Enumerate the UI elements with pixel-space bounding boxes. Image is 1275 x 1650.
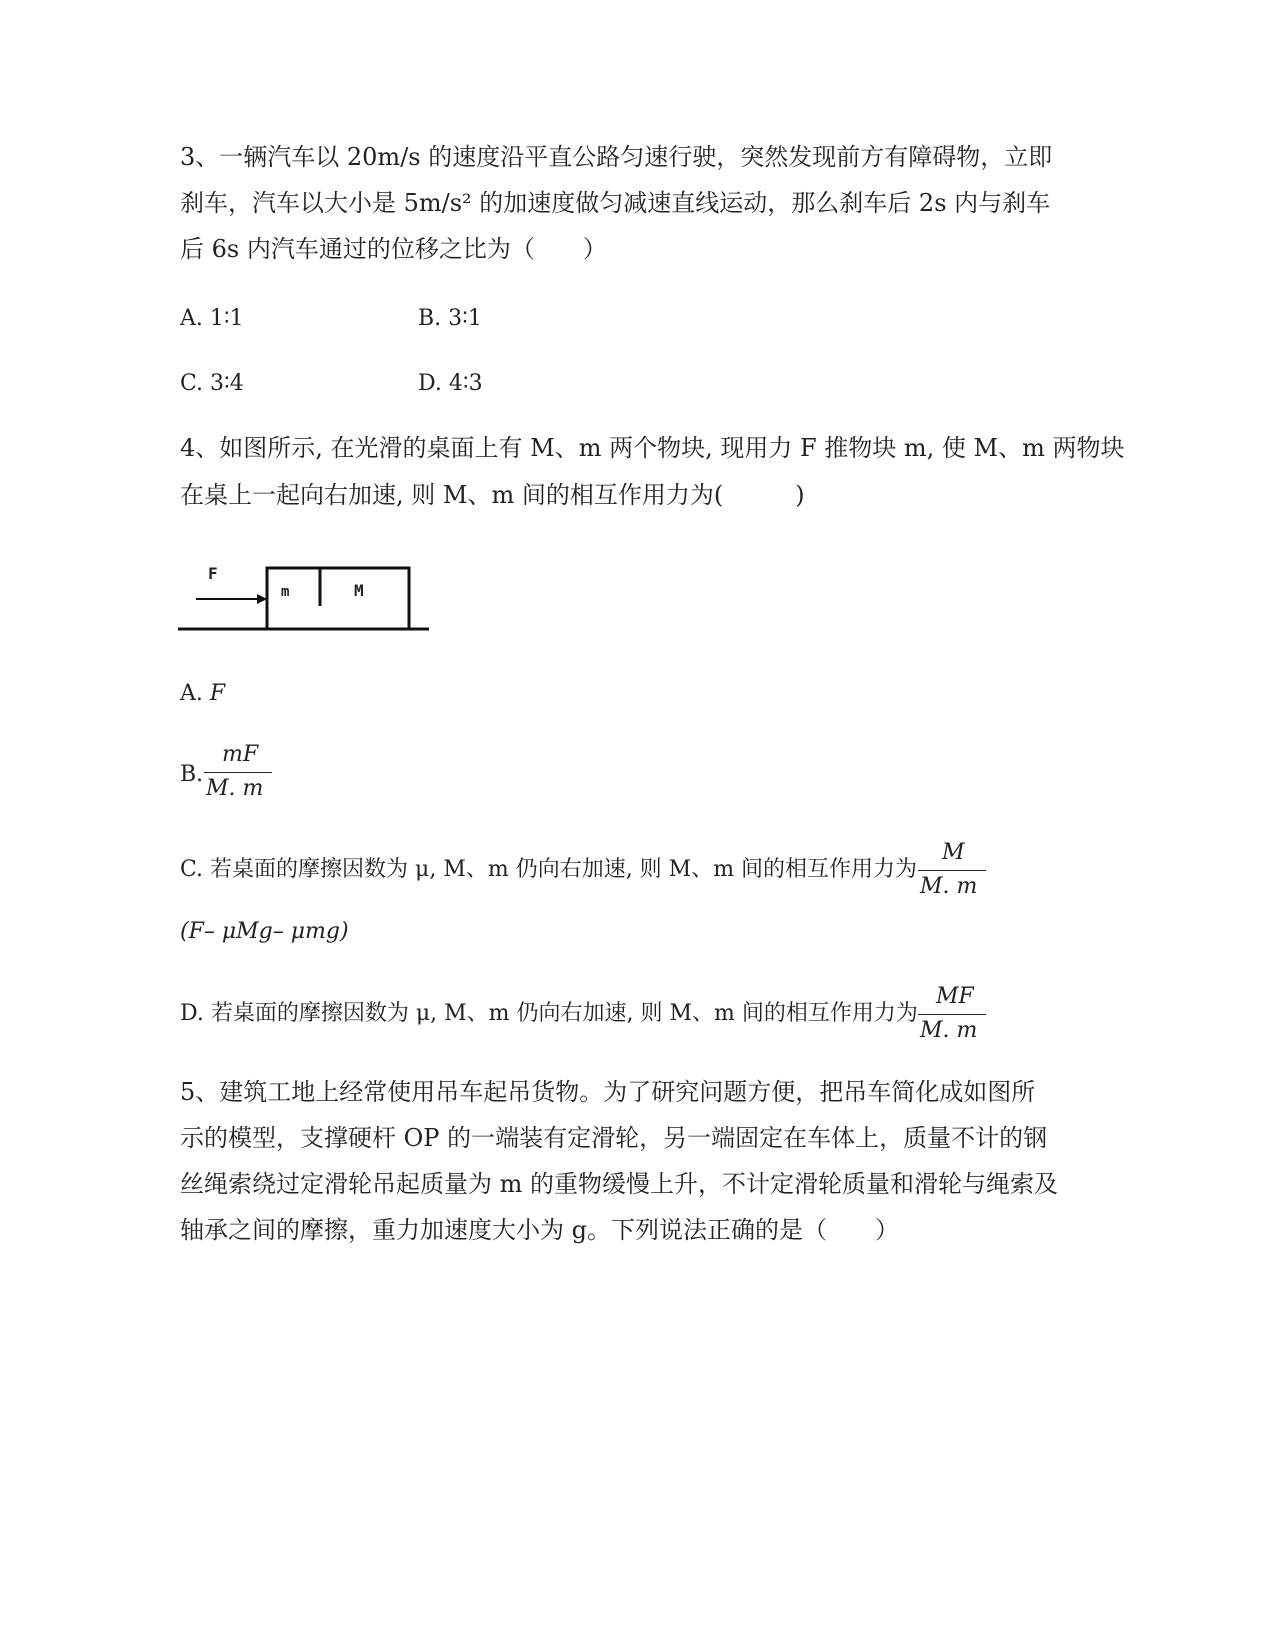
q4-option-c-tail: (F– μMg– μmg)	[180, 919, 349, 944]
q5-line-4: 轴承之间的摩擦，重力加速度大小为 g。下列说法正确的是（ ）	[180, 1216, 899, 1244]
q5-line-1: 5、建筑工地上经常使用吊车起吊货物。为了研究问题方便，把吊车简化成如图所	[180, 1078, 1036, 1106]
fraction-denominator: M. m	[206, 776, 264, 801]
q4-option-c-fraction	[918, 840, 988, 900]
q4-option-a-prefix: A.	[180, 681, 203, 706]
q4-option-b-prefix: B.	[180, 762, 204, 787]
q4-option-a	[180, 680, 225, 708]
fraction-numerator: MF	[936, 984, 974, 1009]
q4-option-d-text: D. 若桌面的摩擦因数为 μ, M、m 仍向右加速, 则 M、m 间的相互作用力为	[180, 1001, 918, 1026]
q3-option-a: A. 1∶1	[180, 306, 244, 331]
q3-option-c: C. 3∶4	[180, 371, 244, 396]
fraction-bar	[204, 772, 272, 773]
q4-line-1: 4、如图所示, 在光滑的桌面上有 M、m 两个物块, 现用力 F 推物块 m, 使 M、m 两物块	[180, 434, 1125, 462]
q3-line-2: 刹车，汽车以大小是 5m/s² 的加速度做匀减速直线运动，那么刹车后 2s 内与刹车	[180, 189, 1051, 217]
q5-line-3: 丝绳索绕过定滑轮吊起质量为 m 的重物缓慢上升，不计定滑轮质量和滑轮与绳索及	[180, 1170, 1059, 1198]
fraction-numerator: mF	[222, 742, 259, 767]
q4-line-2: 在桌上一起向右加速, 则 M、m 间的相互作用力为( )	[180, 481, 805, 509]
fraction-bar	[918, 1014, 986, 1015]
q4-option-b-fraction	[204, 742, 274, 802]
block-large-label: M	[354, 581, 364, 600]
q3-line-3: 后 6s 内汽车通过的位移之比为（ ）	[180, 235, 607, 263]
q3-line-1: 3、一辆汽车以 20m/s 的速度沿平直公路匀速行驶，突然发现前方有障碍物，立即	[180, 143, 1053, 171]
force-label: F	[208, 564, 218, 583]
blocks-figure	[178, 560, 433, 635]
fraction-denominator: M. m	[920, 1018, 978, 1043]
q5-line-2: 示的模型，支撑硬杆 OP 的一端装有定滑轮，另一端固定在车体上，质量不计的钢	[180, 1124, 1048, 1152]
q3-option-d: D. 4∶3	[418, 371, 483, 396]
fraction-numerator: M	[942, 840, 965, 865]
block-small-label: m	[281, 584, 290, 600]
fraction-bar	[918, 870, 986, 871]
q4-option-a-value: F	[209, 681, 226, 706]
q3-option-b: B. 3∶1	[418, 306, 482, 331]
q4-option-c-text: C. 若桌面的摩擦因数为 μ, M、m 仍向右加速, 则 M、m 间的相互作用力为	[180, 857, 918, 882]
q4-option-d-fraction	[918, 984, 988, 1044]
fraction-denominator: M. m	[920, 874, 978, 899]
